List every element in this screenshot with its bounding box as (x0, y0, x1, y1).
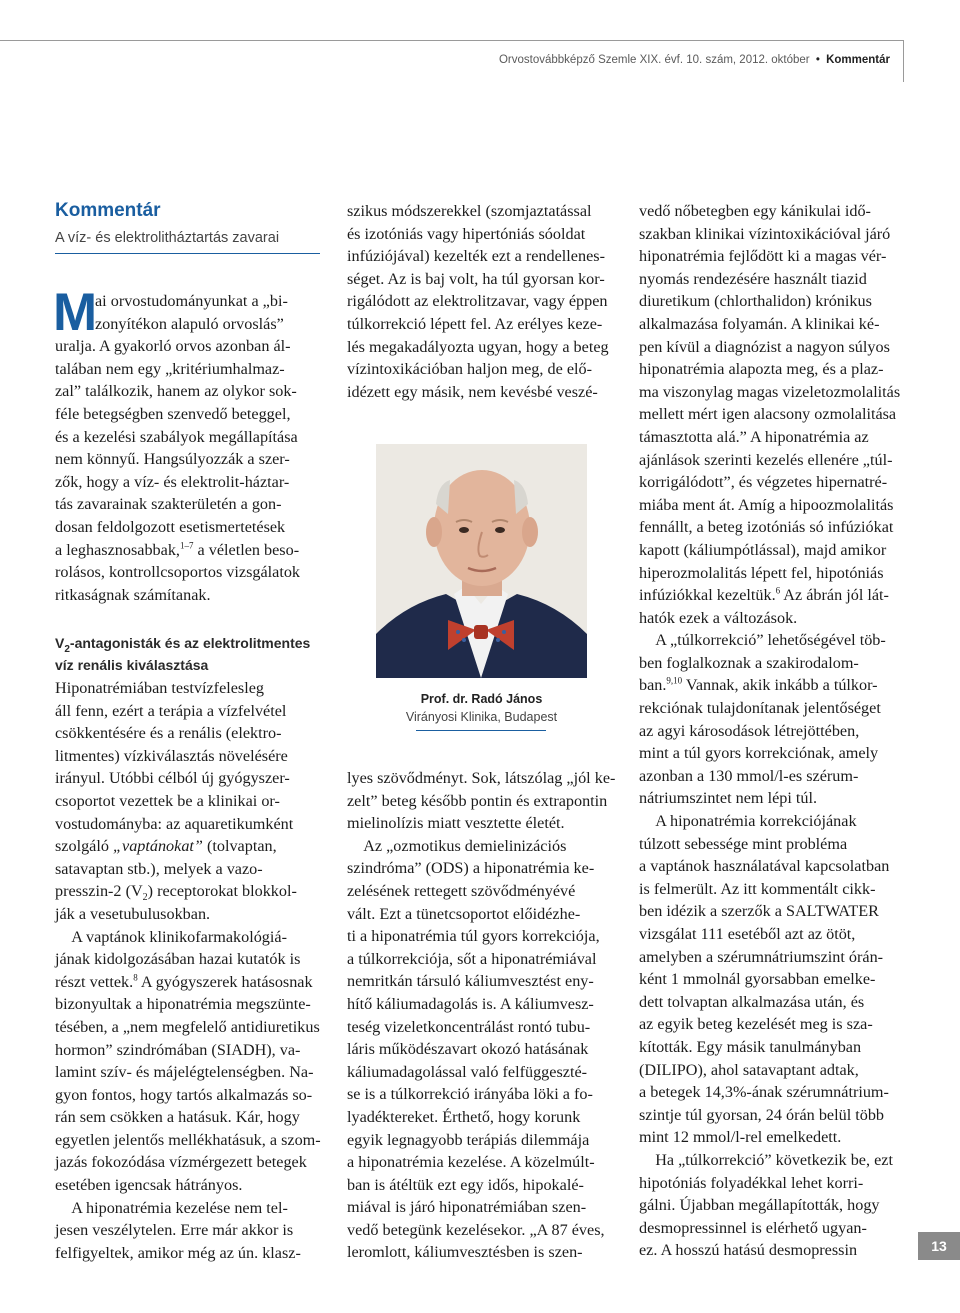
text-line: vizsgálat 111 esetéből azt az ötöt, (639, 925, 856, 943)
text-line: ez. A hosszú hatású desmopressin (639, 1241, 858, 1260)
text-line: az agyi károsodások létrejöttében, (639, 721, 860, 740)
top-rule (0, 40, 904, 41)
text-line: A vaptánok klinikofarmakológiá- (55, 927, 287, 946)
col3-a-lines (639, 200, 909, 584)
text-fragment: ) receptorokat blokkol- (147, 882, 297, 901)
text-line: szintje túl gyorsan, 24 órán belül több (639, 1105, 885, 1124)
col3-c-lines (639, 697, 909, 1262)
text-line: bizonyultak a hiponatrémia megszünte- (55, 995, 311, 1014)
text-line: a túlkorrekciója, sőt a hiponatrémiával (347, 949, 597, 968)
text-line: litmentes) vízkiválasztás növelésére (55, 746, 288, 765)
caption-institution: Virányosi Klinika, Budapest (405, 710, 558, 724)
text-fragment: a véletlen beso- (193, 540, 300, 559)
section-title: Kommentár (55, 200, 161, 221)
text-line: mielinolízis miatt vesztette életét. (347, 814, 565, 833)
text-line: miába ment át. Amíg a hipoozmolalitás (639, 495, 894, 514)
text-line: ajánlások szerinti kezelés ellenére „túl- (639, 450, 893, 469)
text-fragment: a leghasznosabbak, (55, 540, 180, 559)
text-line: ként 1 mmolnál gyorsabban emelke- (639, 970, 876, 989)
text-line: lés megakadályozta ugyan, hogy a beteg (347, 337, 609, 356)
text-line: túlzott sebessége mint probléma (639, 834, 848, 853)
text-line (639, 584, 909, 607)
text-line: dett tolvaptan alkalmazása után, és (639, 992, 865, 1011)
text-line: felfigyeltek, amikor még az ún. klasz- (55, 1243, 301, 1262)
text-line: is felmerült. Az itt kommentált cikk- (639, 879, 876, 898)
journal-info: Orvostovábbképző Szemle XIX. évf. 10. szám, 2012. október (498, 54, 810, 66)
text-line: áll fenn, ezért a terápia a vízfelvétel (55, 701, 287, 720)
text-line: nyomás rendezésére használt tiazid (639, 269, 867, 288)
text-line: egyik legnagyobb terápiás dilemmája (347, 1130, 590, 1149)
text-fragment: (tolvaptan, (202, 837, 277, 856)
text-line: ban is átéltük ezt egy idős, hipokalé- (347, 1175, 584, 1194)
text-line: ben idézik a szerzők a SALTWATER (639, 902, 879, 921)
text-line: szakban klinikai vízintoxikációval járó (639, 224, 891, 243)
text-line: jának kidolgozásában hazai kutatók is (55, 950, 301, 969)
text-line: káliumadagolással való felfüggeszté- (347, 1062, 588, 1081)
col1-intro-lines (55, 290, 325, 539)
text-line: és a kezelési szabályok megállapítása (55, 427, 298, 446)
text-line: hítő káliumadagolás is. A káliumvesz- (347, 994, 594, 1013)
text-line: mint a túl gyors korrekciónak, amely (639, 744, 879, 763)
text-line: zelt” beteg később pontin és extrapontin (347, 791, 608, 810)
text-line: ma viszonylag magas vizeletozmolalitás (639, 382, 901, 401)
text-line: vedő betegünk kezelésekor. „A 87 éves, (347, 1220, 605, 1239)
text-line: zők, hogy a víz- és elektrolit-háztar- (55, 472, 290, 491)
text-line (55, 539, 325, 562)
text-line: A „túlkorrekció” lehetőségével töb- (639, 631, 886, 650)
text-fragment: Vannak, akik inkább a túlkor- (682, 676, 878, 695)
text-line: túlkorrekció lépett fel. Az erélyes keze- (347, 314, 603, 333)
text-line: Ha „túlkorrekció” következik be, ezt (639, 1150, 893, 1169)
text-line: rigálódott az elektrolitzavar, vagy éppen (347, 292, 608, 311)
text-fragment: A gyógyszerek hatásosnak (137, 972, 313, 991)
text-line: vedő nőbetegben egy kánikulai idő- (639, 202, 871, 220)
text-line: vízintoxikációban haljon meg, de elő- (347, 360, 592, 379)
text-line: hiperozmolalitás lépett fel, hipotóniás (639, 563, 884, 582)
text-line: rolásos, kontrollcsoportos vizsgálatok (55, 563, 301, 582)
portrait-illustration (376, 444, 587, 678)
text-line: rán sem csökken a hatásuk. Kár, hogy (55, 1108, 300, 1127)
col1-body3-lines (55, 903, 325, 971)
text-fragment: infúziókkal kezeltük. (639, 586, 776, 605)
caption-rule (416, 730, 546, 731)
text-line: lyes szövődményt. Sok, látszólag „jól ke- (347, 769, 616, 787)
col2-bottom-lines (347, 767, 616, 1264)
text-line: nátriumszintet nem lépi túl. (639, 789, 818, 808)
heading-subscript: 2 (64, 643, 70, 655)
text-line (55, 880, 325, 903)
reference-sup: 8 (133, 972, 138, 983)
text-line: se is a túlkorrekció irányába löki a fo- (347, 1085, 593, 1104)
text-fragment: Az ábrán jól lát- (780, 586, 889, 605)
column-1-intro (55, 290, 325, 606)
text-line: teség vizeletkoncentrálást rontó tubu- (347, 1017, 591, 1036)
text-line: irányul. Utóbbi célból új gyógyszer- (55, 769, 290, 788)
text-line: kították. Egy másik tanulmányban (639, 1037, 862, 1056)
text-line: egyetlen jelentős mellékhatásuk, a szom- (55, 1130, 321, 1149)
text-line: hipotóniás folyadékkal lehet korri- (639, 1173, 864, 1192)
text-line: infúziójával) kezelték ezt a rendellenes- (347, 247, 605, 266)
header-section: Kommentár (826, 54, 890, 66)
text-line: szikus módszerekkel (szomjaztatással (347, 202, 592, 220)
col1-intro-end-lines (55, 561, 325, 606)
text-line: hormon” szindrómában (SIADH), va- (55, 1040, 301, 1059)
heading-fragment: víz renális kiválasztása (55, 657, 209, 673)
text-line: tás zavarainak szakterületén a gon- (55, 495, 282, 514)
text-line: mint 12 mmol/l-rel emelkedett. (639, 1128, 842, 1147)
text-line (55, 835, 325, 858)
subtitle-rule (55, 253, 320, 254)
text-line: az egyik beteg kezelését meg is sza- (639, 1015, 873, 1034)
text-line: vált. Ezt a tünetcsoportot előidézhe- (347, 904, 581, 923)
text-line: hatók ezek a változások. (639, 608, 798, 627)
text-line: leromlott, káliumvesztésben is szen- (347, 1243, 583, 1262)
text-fragment: presszin-2 (V (55, 882, 143, 901)
text-fragment: szolgáló (55, 837, 113, 856)
text-line: és izotóniás vagy hipertóniás sóoldat (347, 224, 586, 243)
text-line: támasztotta alá.” A hiponatrémia az (639, 427, 869, 446)
reference-sup: 6 (775, 585, 781, 596)
col3-b-lines (639, 607, 909, 675)
text-line: csökkentésére és a renális (elektro- (55, 724, 282, 743)
text-line: féle betegségben szenvedő beteggel, (55, 404, 291, 423)
text-line: Hiponatrémiában testvízfelesleg (55, 679, 265, 697)
subscript: 2 (142, 892, 148, 904)
text-line: a hiponatrémia kezelése. A közelmúlt- (347, 1153, 595, 1172)
caption-name: Prof. dr. Radó János (420, 692, 543, 706)
text-line: A hiponatrémia kezelése nem tel- (55, 1198, 288, 1217)
text-line: desmopressinnel is elérhető ugyan- (639, 1218, 867, 1237)
text-line: ben foglalkoznak a szakirodalom- (639, 653, 859, 672)
text-line: zal” találkozik, hanem az olykor sok- (55, 382, 297, 401)
text-line: gálni. Újabban megállapították, hogy (639, 1196, 880, 1215)
text-line: Az „ozmotikus demielinizációs (347, 836, 567, 855)
text-line (639, 674, 909, 697)
text-line: (DILIPO), ahol satavaptant adtak, (639, 1060, 859, 1079)
text-line: pen kívül a diagnózist a nagyon súlyos (639, 337, 890, 356)
text-line: uralja. A gyakorló orvos azonban ál- (55, 337, 291, 356)
text-line: jazás fokozódása vízmérgezett betegek (55, 1153, 307, 1172)
text-line: nem könnyű. Hangsúlyozzák a szer- (55, 450, 290, 469)
text-line: hiponatrémia alapozta meg, és a plaz- (639, 360, 884, 379)
text-line: esetében igencsak hátrányos. (55, 1176, 243, 1195)
text-line: satavaptan stb.), melyek a vazo- (55, 859, 263, 878)
text-line: hiponatrémia fejlődött ki a magas vér- (639, 247, 887, 266)
text-line: alkalmazása folyamán. A klinikai ké- (639, 314, 880, 333)
heading-fragment: V (55, 635, 65, 651)
column-2-top (347, 200, 609, 403)
page-number: 13 (918, 1232, 960, 1260)
text-line: dosan feldolgozott esetismertetések (55, 517, 286, 536)
running-header (499, 54, 890, 66)
text-line: zelésének rettegett szövődményévé (347, 881, 576, 900)
column-3 (639, 200, 909, 1262)
column-1-body (55, 677, 325, 1264)
col1-body2-lines (55, 858, 325, 881)
text-line: szindróma” (ODS) a hiponatrémia ke- (347, 859, 595, 878)
col1-body-lines (55, 677, 325, 835)
drop-cap: M (53, 283, 98, 342)
text-line: idézett egy másik, nem kevésbé veszé- (347, 382, 598, 401)
text-line: ai orvostudományunkat a „bi- (95, 292, 288, 310)
text-line: mellett mért igen alacsony ozmolalitása (639, 405, 897, 424)
text-line: talában nem egy „kritériumhalmaz- (55, 359, 285, 378)
col2-top-lines (347, 200, 609, 403)
text-line: fennállt, a beteg izotóniás só infúziókat (639, 518, 894, 537)
text-line: csoportot vezettek be a klinikai or- (55, 791, 280, 810)
portrait-photo (376, 444, 587, 678)
text-line: séget. Az is baj volt, ha túl gyorsan kor- (347, 269, 605, 288)
col1-body4-lines (55, 993, 325, 1264)
text-line: vostudományba: az aquaretikumként (55, 814, 294, 833)
text-line: jesen veszélytelen. Erre már akkor is (55, 1221, 294, 1240)
text-line: ti a hiponatrémia túl gyors korrekciója, (347, 927, 600, 946)
text-line: amelyben a szérumnátriumszint órán- (639, 947, 884, 966)
text-line: rekciónak tulajdonítanak jelentőséget (639, 699, 881, 718)
section-heading (55, 632, 310, 676)
text-fragment: részt vettek. (55, 972, 134, 991)
article-subtitle: A víz- és elektrolitháztartás zavarai (55, 230, 280, 246)
italic-term: „vaptánokat” (113, 837, 203, 856)
text-line: azonban a 130 mmol/l-es szérum- (639, 766, 859, 785)
text-line: kapott (káliumpótlással), majd amikor (639, 540, 887, 559)
text-line: láris működészavart okozó hatásának (347, 1040, 589, 1059)
text-line: a betegek 14,3%-ának szérumnátrium- (639, 1083, 889, 1102)
column-2-bottom (347, 767, 616, 1264)
text-line: lamint szív- és májelégtelenségben. Na- (55, 1063, 314, 1082)
reference-sup: 9,10 (666, 676, 683, 687)
header-bullet: • (815, 54, 820, 66)
text-line: diuretikum (chlorthalidon) krónikus (639, 292, 872, 311)
text-line (55, 971, 325, 994)
text-line: miával is járó hiponatrémiában szen- (347, 1198, 587, 1217)
text-line: A hiponatrémia korrekciójának (639, 812, 857, 831)
text-line: gyon fontos, hogy tartós alkalmazás so- (55, 1085, 313, 1104)
text-line: a vaptánok használatával kapcsolatban (639, 857, 890, 876)
text-line: korrigálódott”, és végzetes hipernatré- (639, 473, 888, 492)
text-line: tésében, a „nem megfelelő antidiuretikus (55, 1017, 320, 1036)
text-line: ritkaságnak számítanak. (55, 585, 211, 604)
text-line: nemritkán társuló káliumvesztést eny- (347, 972, 594, 991)
reference-sup: 1–7 (179, 540, 194, 551)
heading-fragment: -antagonisták és az elektrolitmentes (69, 635, 311, 651)
top-rule-tick (903, 40, 904, 82)
text-fragment: ban. (639, 676, 667, 695)
text-line: ják a vesetubulusokban. (55, 904, 211, 923)
text-line: zonyítékon alapuló orvoslás” (95, 314, 284, 333)
text-line: lyadéktereket. Érthető, hogy korunk (347, 1107, 581, 1126)
